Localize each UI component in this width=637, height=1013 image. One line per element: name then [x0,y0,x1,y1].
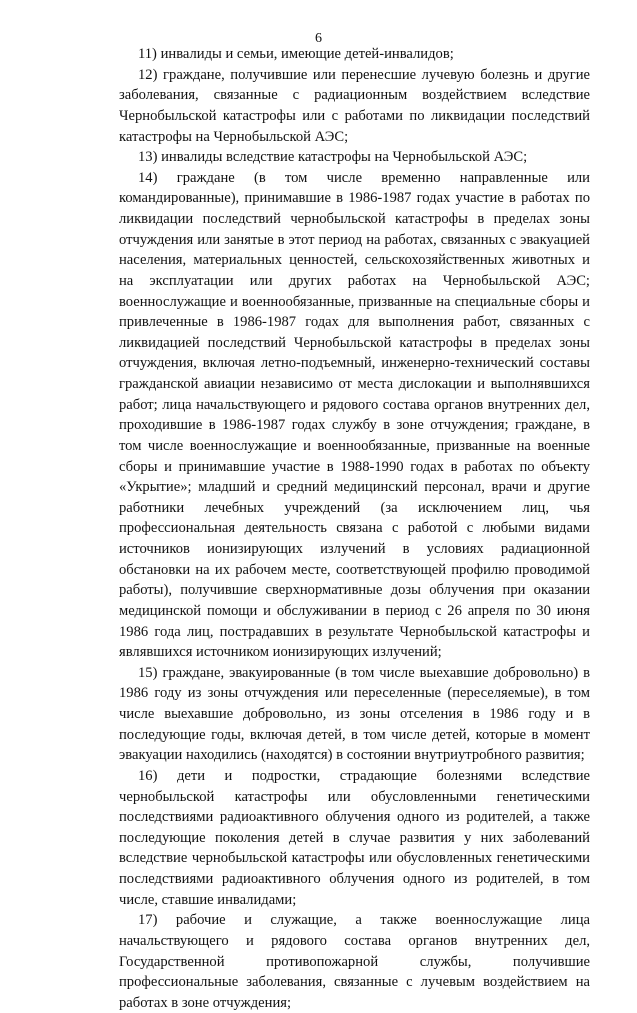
document-body [119,44,590,1013]
list-item-number: 11) [138,46,157,62]
list-item-number: 16) [138,767,158,784]
list-item-number: 12) [138,66,158,83]
list-item-text: рабочие и служащие, а также военнослужащие лица начальствующего и рядового состава органов внутренних дел, Государственной противопожарной службы, получившие профессиональные заболевания, связанные с лучевым воздействием на работах в зоне отчуждения; [119,912,590,1011]
list-item-text: инвалиды вследствие катастрофы на Чернобыльской АЭС; [161,149,528,166]
list-item-14 [119,168,590,663]
list-item-text: инвалиды и семьи, имеющие детей-инвалидов; [160,46,454,62]
list-item-text: граждане, эвакуированные (в том числе выехавшие добровольно) в 1986 году из зоны отчуждения или переселенные (переселяемые), в том числе выехавшие добровольно, из зоны отселения в 1986 году и в последующие годы, включая детей, в том числе детей, которые в момент эвакуации находились (находятся) в состоянии внутриутробного развития; [119,664,590,764]
list-item-17 [119,910,590,1013]
list-item-number: 13) [138,149,158,166]
list-item-text: дети и подростки, страдающие болезнями вследствие чернобыльской катастрофы или обусловленными генетическими последствиями радиоактивного облучения одного из родителей, а также последующие поколения детей в случае развития у них заболеваний вследствие чернобыльской катастрофы или обусловленных генетическими последствиями радиоактивного облучения одного из родителей, в том числе, ставшие инвалидами; [119,767,590,908]
list-item-number: 15) [138,664,158,681]
list-item-16 [119,766,590,910]
list-item-12 [119,65,590,148]
list-item-15 [119,663,590,766]
list-item-text: граждане, получившие или перенесшие лучевую болезнь и другие заболевания, связанные с радиационным воздействием вследствие Чернобыльской катастрофы или с работами по ликвидации последствий катастрофы на Чернобыльской АЭС; [119,66,590,145]
list-item-13 [119,147,590,168]
list-item-number: 17) [138,912,158,929]
list-item-number: 14) [138,169,158,186]
list-item-11 [119,44,590,65]
page-number: 6 [315,31,322,46]
list-item-text: граждане (в том числе временно направленные или командированные), принимавшие в 1986-1987 годах участие в работах по ликвидации последствий чернобыльской катастрофы в пределах зоны отчуждения или занятые в этот период на работах, связанных с эвакуацией населения, материальных ценностей, сельскохозяйственных животных и на эксплуатации или других работах на Чернобыльской АЭС; военнослужащие и военнообязанные, призванные на специальные сборы и привлеченные в 1986-1987 годах для выполнения работ, связанных с ликвидацией последствий Чернобыльской катастрофы в пределах зоны отчуждения, включая летно-подъемный, инженерно-технический составы гражданской авиации независимо от места дислокации и выполнявшихся работ; лица начальствующего и рядового состава органов внутренних дел, проходившие в 1986-1987 годах службу в зоне отчуждения; граждане, в том числе военнослужащие и военнообязанные, призванные на военные сборы и принимавшие участие в 1988-1990 годах в работах по объекту «Укрытие»; младший и средний медицинский персонал, врачи и другие работники лечебных учреждений (за исключением лиц, чья профессиональная деятельность связана с работой с любыми видами источников ионизирующих излучений в условиях радиационной обстановки на их рабочем месте, соответствующей профилю проводимой работы), получившие сверхнормативные дозы облучения при оказании медицинской помощи и обслуживании в период с 26 апреля по 30 июня 1986 года лиц, пострадавших в результате Чернобыльской катастрофы и являвшихся источником ионизирующих излучений; [119,169,590,661]
